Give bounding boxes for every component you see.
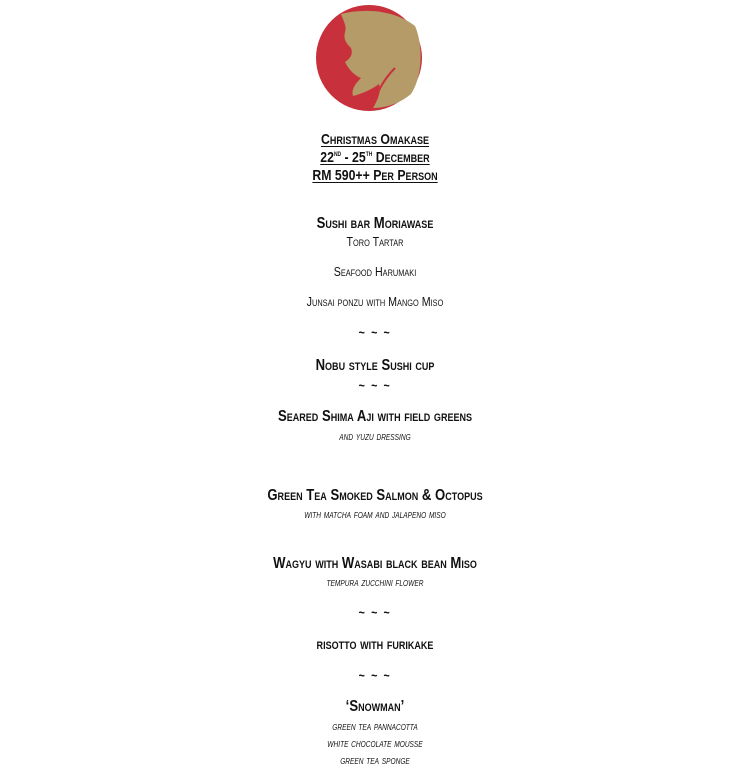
course-description: and yuzu dressing: [339, 429, 411, 443]
separator: ~ ~ ~: [358, 325, 392, 340]
separator: ~ ~ ~: [358, 668, 392, 683]
course-description: with matcha foam and jalapeno miso: [304, 507, 446, 521]
dessert-item: green tea pannacotta: [332, 719, 418, 733]
course-title-dessert: ‘Snowman’: [345, 698, 405, 715]
course-title-sushi-cup: Nobu style Sushi cup: [315, 357, 435, 374]
separator: ~ ~ ~: [358, 378, 392, 393]
course-title-wagyu: Wagyu with Wasabi black bean Miso: [273, 555, 477, 572]
dessert-item: white chocolate mousse: [327, 736, 423, 750]
menu-title: Christmas Omakase: [320, 131, 430, 148]
separator: ~ ~ ~: [358, 605, 392, 620]
course-title-shima-aji: Seared Shima Aji with field greens: [277, 408, 473, 425]
dessert-item: green tea sponge: [340, 753, 410, 767]
restaurant-logo: [315, 4, 423, 112]
course-title-moriawase: Sushi bar Moriawase: [316, 215, 434, 232]
course-title-salmon: Green Tea Smoked Salmon & Octopus: [267, 487, 483, 504]
dish-item: Seafood Harumaki: [333, 264, 417, 279]
menu-dates: 22nd - 25th December: [320, 149, 430, 166]
dish-item: Junsai ponzu with Mango Miso: [306, 294, 444, 309]
menu-price: RM 590++ Per Person: [312, 167, 438, 184]
course-title-risotto: risotto with furikake: [316, 636, 434, 653]
dish-item: Toro Tartar: [346, 234, 404, 249]
course-description: tempura zucchini flower: [326, 575, 424, 589]
